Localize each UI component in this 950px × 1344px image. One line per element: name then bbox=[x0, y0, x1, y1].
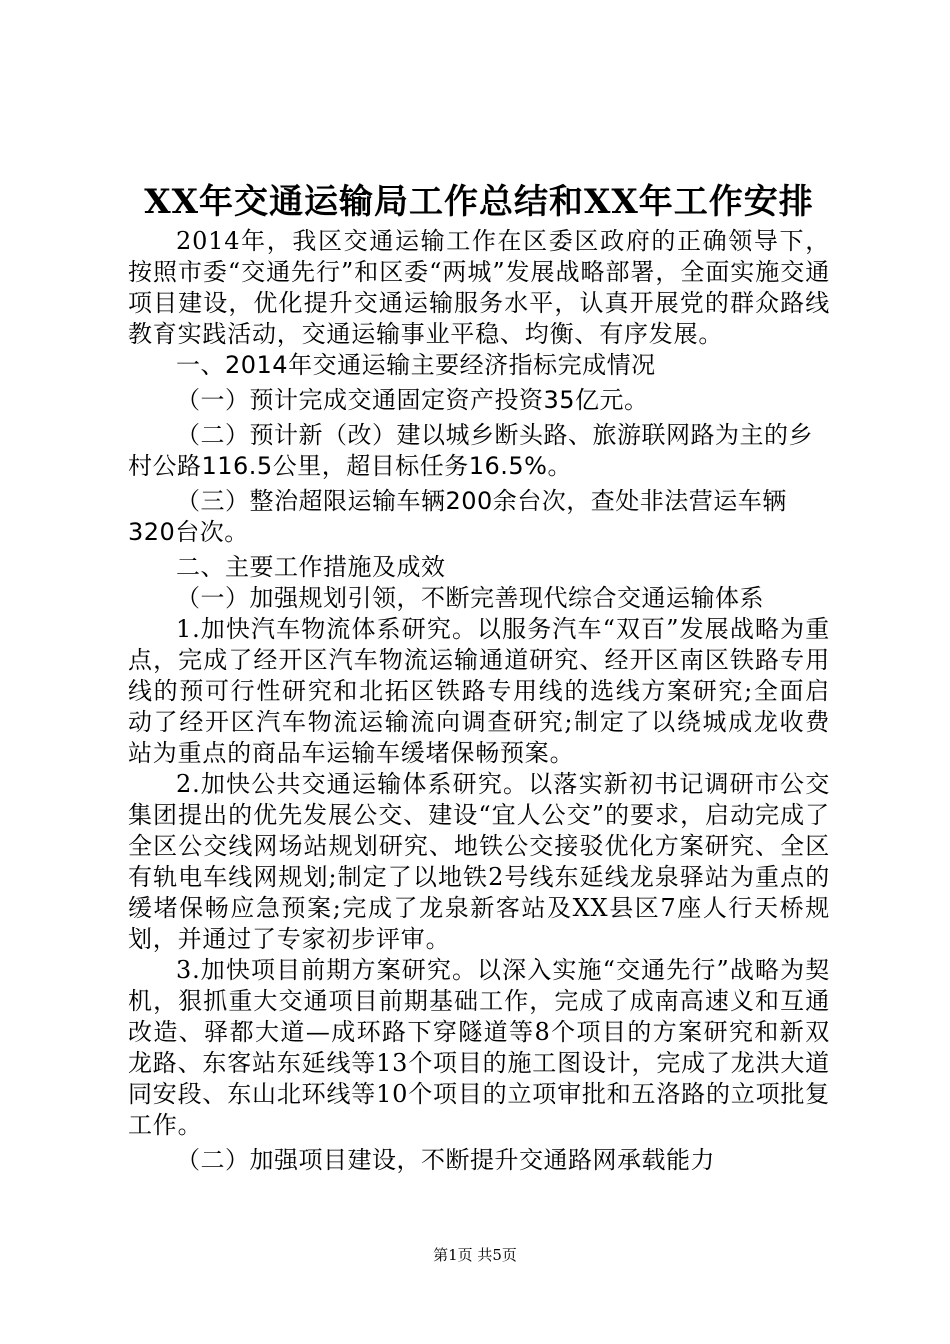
section2-sub1-para-3: 3.加快项目前期方案研究。以深入实施“交通先行”战略为契机，狠抓重大交通项目前期基础工作，完成了成南高速义和互通改造、驿都大道—成环路下穿隧道等8个项目的方案研究和新双龙路、东客站东延线等13个项目的施工图设计，完成了龙洪大道同安段、东山北环线等10个项目的立项审批和五洛路的立项批复工作。 bbox=[128, 956, 830, 1139]
section2-sub2-heading: （二）加强项目建设，不断提升交通路网承载能力 bbox=[176, 1146, 715, 1174]
intro-paragraph: 2014年，我区交通运输工作在区委区政府的正确领导下，按照市委“交通先行”和区委“两城”发展战略部署，全面实施交通项目建设，优化提升交通运输服务水平，认真开展党的群众路线教育实践活动，交通运输事业平稳、均衡、有序发展。 bbox=[128, 227, 830, 348]
section2-sub1-para-2: 2.加快公共交通运输体系研究。以落实新初书记调研市公交集团提出的优先发展公交、建设“宜人公交”的要求，启动完成了全区公交线网场站规划研究、地铁公交接驳优化方案研究、全区有轨电车线网规划;制定了以地铁2号线东延线龙泉驿站为重点的缓堵保畅应急预案;完成了龙泉新客站及XX县区7座人行天桥规划，并通过了专家初步评审。 bbox=[128, 770, 830, 953]
document-body bbox=[128, 180, 830, 1176]
section2-sub1-heading: （一）加强规划引领，不断完善现代综合交通运输体系 bbox=[176, 584, 764, 612]
section1-item-3: （三）整治超限运输车辆200余台次，查处非法营运车辆320台次。 bbox=[128, 487, 787, 546]
page-footer: 第1页 共5页 bbox=[433, 1246, 517, 1264]
section1-heading: 一、2014年交通运输主要经济指标完成情况 bbox=[176, 351, 656, 379]
document-title: XX年交通运输局工作总结和XX年工作安排 bbox=[144, 182, 814, 222]
section1-item-1: （一）预计完成交通固定资产投资35亿元。 bbox=[176, 386, 649, 414]
section2-heading: 二、主要工作措施及成效 bbox=[176, 553, 446, 581]
section2-sub1-para-1: 1.加快汽车物流体系研究。以服务汽车“双百”发展战略为重点，完成了经开区汽车物流运输通道研究、经开区南区铁路专用线的预可行性研究和北拓区铁路专用线的选线方案研究;全面启动了经开区汽车物流运输流向调查研究;制定了以绕城成龙收费站为重点的商品车运输车缓堵保畅预案。 bbox=[128, 615, 830, 767]
section1-item-2: （二）预计新（改）建以城乡断头路、旅游联网路为主的乡村公路116.5公里，超目标任务16.5%。 bbox=[128, 421, 813, 480]
